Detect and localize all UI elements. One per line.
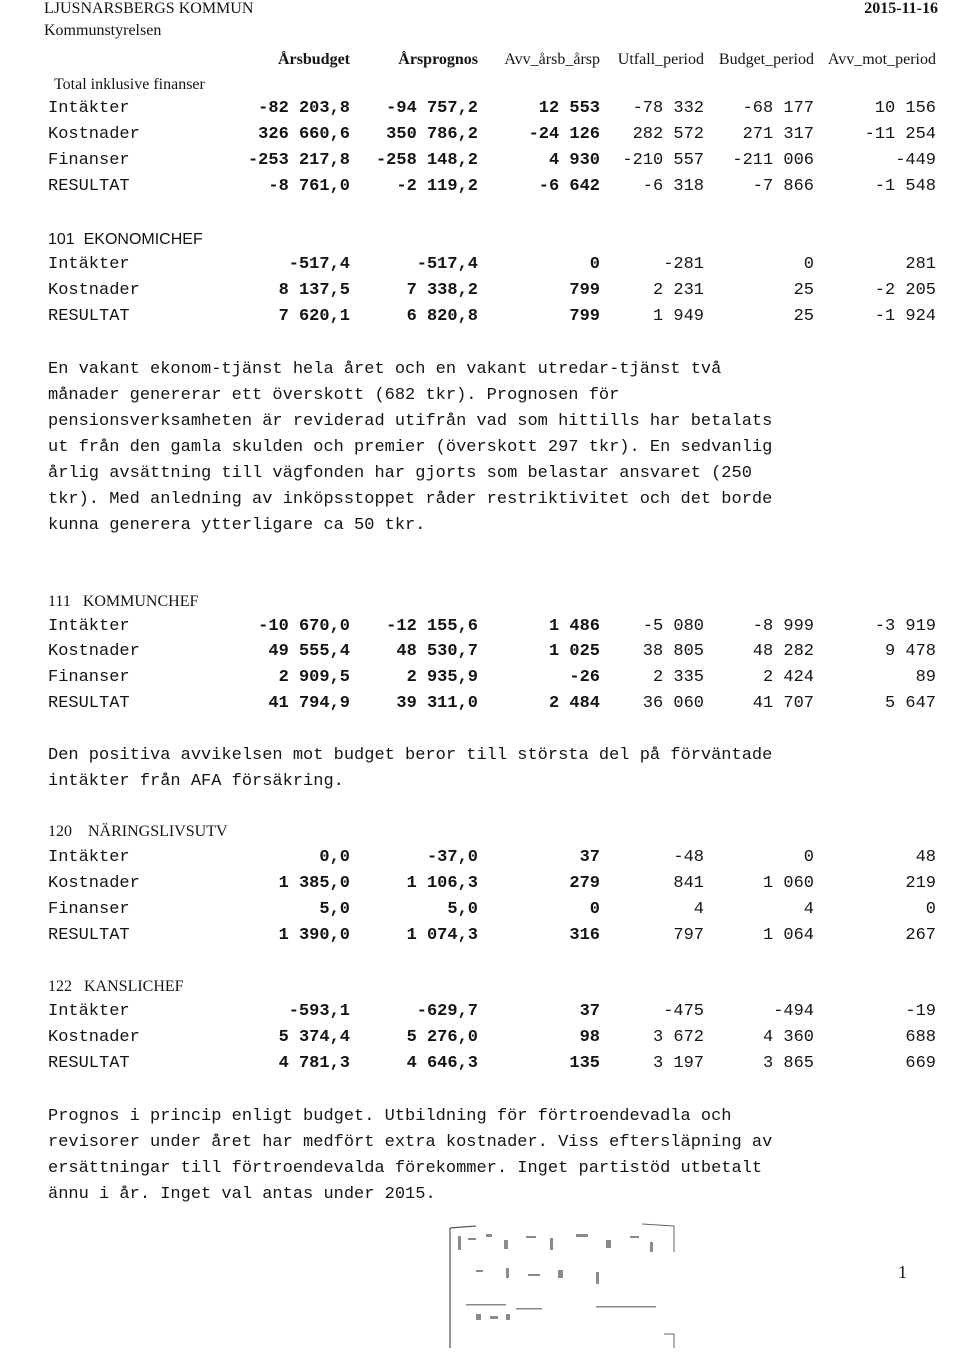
org-name: LJUSNARSBERGS KOMMUN <box>44 0 254 17</box>
cell-avv-arsb-arsp: 12 553 <box>538 99 600 118</box>
table-row <box>0 97 960 121</box>
cell-arsprognos: 1 106,3 <box>406 874 478 893</box>
cell-arsbudget: -593,1 <box>288 1002 350 1021</box>
table-row <box>0 279 960 303</box>
cell-avv-arsb-arsp: 4 930 <box>548 151 600 170</box>
cell-avv-mot-period: 5 647 <box>884 694 936 713</box>
table-row <box>0 1052 960 1076</box>
cell-arsprognos: -517,4 <box>416 255 478 274</box>
cell-arsprognos: -258 148,2 <box>375 151 478 170</box>
section-111-comment: Den positiva avvikelsen mot budget beror till största del på förväntade intäkter från AFA försäkring. <box>48 746 773 791</box>
cell-arsbudget: 1 390,0 <box>278 926 350 945</box>
row-label: Kostnader <box>48 1028 140 1047</box>
table-row <box>0 846 960 870</box>
table-row <box>0 692 960 716</box>
cell-avv-mot-period: 669 <box>905 1054 936 1073</box>
cell-utfall-period: 1 949 <box>652 307 704 326</box>
cell-budget-period: -494 <box>773 1002 814 1021</box>
section-122-comment: Prognos i princip enligt budget. Utbildning för förtroendevadla och revisorer under året har medfört extra kostnader. Viss eftersläpning av ersättningar till förtroendevalda förekommer. Inget partistöd utbetalt ännu i år. Inget val antas under 2015. <box>48 1107 773 1204</box>
row-label: RESULTAT <box>48 694 130 713</box>
row-label: Intäkter <box>48 99 130 118</box>
section-101-comment: En vakant ekonom-tjänst hela året och en vakant utredar-tjänst två månader genererar ett överskott (682 tkr). Prognosen för pensionsverksamheten är reviderad utifrån vad som hittills har betalats ut från den gamla skulden och premier (överskott 297 tkr). En sedvanlig årlig avsättning till vägfonden har gjorts som belastar ansvaret (250 tkr). Med anledning av inköpsstoppet råder restriktivitet och det borde kunna generera ytterligare ca 50 tkr. <box>48 360 773 535</box>
cell-utfall-period: -5 080 <box>642 617 704 636</box>
row-label: Kostnader <box>48 125 140 144</box>
table-row <box>0 666 960 690</box>
row-label: Intäkter <box>48 1002 130 1021</box>
cell-arsbudget: 8 137,5 <box>278 281 350 300</box>
cell-arsbudget: 0,0 <box>319 848 350 867</box>
row-label: RESULTAT <box>48 1054 130 1073</box>
section-title-111 <box>48 592 198 612</box>
cell-arsprognos: -37,0 <box>426 848 478 867</box>
cell-avv-mot-period: -11 254 <box>864 125 936 144</box>
cell-arsbudget: 1 385,0 <box>278 874 350 893</box>
cell-avv-arsb-arsp: 135 <box>569 1054 600 1073</box>
section-name: KANSLICHEF <box>84 978 184 995</box>
cell-budget-period: 1 064 <box>762 926 814 945</box>
cell-avv-mot-period: 219 <box>905 874 936 893</box>
cell-arsprognos: 350 786,2 <box>386 125 478 144</box>
row-label: RESULTAT <box>48 926 130 945</box>
cell-budget-period: -211 006 <box>732 151 814 170</box>
cell-utfall-period: 797 <box>673 926 704 945</box>
cell-utfall-period: 841 <box>673 874 704 893</box>
section-title-101 <box>48 230 203 250</box>
cell-arsbudget: -82 203,8 <box>258 99 350 118</box>
cell-arsbudget: -8 761,0 <box>268 177 350 196</box>
cell-avv-mot-period: 10 156 <box>874 99 936 118</box>
cell-utfall-period: 282 572 <box>632 125 704 144</box>
cell-arsbudget: -253 217,8 <box>247 151 350 170</box>
table-row <box>0 175 960 199</box>
cell-arsprognos: 7 338,2 <box>406 281 478 300</box>
cell-arsprognos: 2 935,9 <box>406 668 478 687</box>
dept-name: Kommunstyrelsen <box>44 22 162 39</box>
cell-budget-period: -68 177 <box>742 99 814 118</box>
cell-budget-period: 2 424 <box>762 668 814 687</box>
cell-utfall-period: 3 672 <box>652 1028 704 1047</box>
cell-avv-arsb-arsp: -24 126 <box>528 125 600 144</box>
section-code: 101 <box>48 231 75 248</box>
cell-arsbudget: 2 909,5 <box>278 668 350 687</box>
row-label: Finanser <box>48 900 130 919</box>
cell-arsprognos: -94 757,2 <box>386 99 478 118</box>
page-number: 1 <box>898 1262 907 1282</box>
cell-utfall-period: 38 805 <box>642 642 704 661</box>
table-row <box>0 640 960 664</box>
cell-arsbudget: 41 794,9 <box>268 694 350 713</box>
cell-avv-arsb-arsp: -6 642 <box>538 177 600 196</box>
cell-budget-period: 25 <box>793 307 814 326</box>
row-label: Kostnader <box>48 874 140 893</box>
cell-arsprognos: 5,0 <box>447 900 478 919</box>
row-label: Intäkter <box>48 848 130 867</box>
cell-arsprognos: 4 646,3 <box>406 1054 478 1073</box>
cell-arsbudget: 5 374,4 <box>278 1028 350 1047</box>
cell-avv-mot-period: -1 924 <box>874 307 936 326</box>
row-label: Finanser <box>48 151 130 170</box>
table-row <box>0 1026 960 1050</box>
col-header-arsbudget: Årsbudget <box>277 51 350 68</box>
cell-avv-mot-period: -3 919 <box>874 617 936 636</box>
cell-avv-mot-period: -1 548 <box>874 177 936 196</box>
cell-budget-period: 3 865 <box>762 1054 814 1073</box>
row-label: Kostnader <box>48 281 140 300</box>
cell-avv-mot-period: 9 478 <box>884 642 936 661</box>
table-row <box>0 253 960 277</box>
table-row <box>0 615 960 639</box>
cell-arsprognos: 48 530,7 <box>396 642 478 661</box>
cell-avv-arsb-arsp: 2 484 <box>548 694 600 713</box>
cell-utfall-period: 36 060 <box>642 694 704 713</box>
cell-budget-period: 4 360 <box>762 1028 814 1047</box>
cell-arsprognos: 5 276,0 <box>406 1028 478 1047</box>
cell-utfall-period: -210 557 <box>622 151 704 170</box>
cell-avv-arsb-arsp: 37 <box>579 1002 600 1021</box>
cell-avv-mot-period: -2 205 <box>874 281 936 300</box>
cell-arsbudget: -517,4 <box>288 255 350 274</box>
cell-avv-arsb-arsp: 799 <box>569 281 600 300</box>
table-row <box>0 1000 960 1024</box>
cell-avv-mot-period: 688 <box>905 1028 936 1047</box>
cell-avv-arsb-arsp: 1 486 <box>548 617 600 636</box>
col-header-avv-arsb-arsp: Avv_årsb_årsp <box>504 51 600 68</box>
cell-avv-arsb-arsp: 279 <box>569 874 600 893</box>
cell-avv-arsb-arsp: 316 <box>569 926 600 945</box>
cell-avv-arsb-arsp: -26 <box>569 668 600 687</box>
cell-utfall-period: -475 <box>663 1002 704 1021</box>
cell-avv-arsb-arsp: 0 <box>589 900 600 919</box>
cell-utfall-period: -48 <box>673 848 704 867</box>
cell-budget-period: -8 999 <box>752 617 814 636</box>
table-row <box>0 123 960 147</box>
cell-arsprognos: 1 074,3 <box>406 926 478 945</box>
section-name: KOMMUNCHEF <box>82 593 199 610</box>
cell-avv-arsb-arsp: 98 <box>579 1028 600 1047</box>
section-name: EKONOMICHEF <box>83 231 203 248</box>
table-row <box>0 898 960 922</box>
col-header-avv-mot-period: Avv_mot_period <box>827 51 936 68</box>
report-date: 2015-11-16 <box>864 0 938 17</box>
cell-budget-period: 41 707 <box>752 694 814 713</box>
cell-utfall-period: 3 197 <box>652 1054 704 1073</box>
table-row <box>0 872 960 896</box>
cell-avv-mot-period: 48 <box>915 848 936 867</box>
table-row <box>0 924 960 948</box>
col-header-utfall-period: Utfall_period <box>617 51 704 68</box>
row-label: RESULTAT <box>48 177 130 196</box>
cell-avv-mot-period: 0 <box>925 900 936 919</box>
row-label: Intäkter <box>48 255 130 274</box>
col-header-arsprognos: Årsprognos <box>398 51 478 68</box>
cell-arsprognos: 6 820,8 <box>406 307 478 326</box>
signature-stamp <box>446 1222 676 1350</box>
cell-utfall-period: 2 231 <box>652 281 704 300</box>
cell-arsprognos: -629,7 <box>416 1002 478 1021</box>
cell-utfall-period: -6 318 <box>642 177 704 196</box>
cell-budget-period: 0 <box>803 848 814 867</box>
cell-avv-mot-period: 89 <box>915 668 936 687</box>
cell-avv-arsb-arsp: 1 025 <box>548 642 600 661</box>
row-label: Finanser <box>48 668 130 687</box>
cell-arsprognos: 39 311,0 <box>396 694 478 713</box>
cell-budget-period: 271 317 <box>742 125 814 144</box>
section-code: 111 <box>48 593 71 610</box>
cell-arsbudget: 7 620,1 <box>278 307 350 326</box>
cell-avv-mot-period: -449 <box>895 151 936 170</box>
row-label: Kostnader <box>48 642 140 661</box>
section-name: NÄRINGSLIVSUTV <box>88 823 228 840</box>
total-section-title: Total inklusive finanser <box>54 76 205 93</box>
cell-arsbudget: 5,0 <box>319 900 350 919</box>
section-title-120 <box>48 822 228 842</box>
cell-avv-mot-period: -19 <box>905 1002 936 1021</box>
cell-budget-period: 48 282 <box>752 642 814 661</box>
row-label: Intäkter <box>48 617 130 636</box>
cell-budget-period: 0 <box>803 255 814 274</box>
cell-arsprognos: -12 155,6 <box>386 617 478 636</box>
table-row <box>0 149 960 173</box>
cell-avv-arsb-arsp: 37 <box>579 848 600 867</box>
cell-arsbudget: -10 670,0 <box>258 617 350 636</box>
section-title-122 <box>48 977 184 997</box>
cell-avv-mot-period: 267 <box>905 926 936 945</box>
cell-utfall-period: -281 <box>663 255 704 274</box>
cell-utfall-period: -78 332 <box>632 99 704 118</box>
cell-budget-period: 25 <box>793 281 814 300</box>
row-label: RESULTAT <box>48 307 130 326</box>
section-code: 120 <box>48 823 72 840</box>
cell-utfall-period: 4 <box>693 900 704 919</box>
table-row <box>0 305 960 329</box>
cell-avv-arsb-arsp: 799 <box>569 307 600 326</box>
cell-avv-mot-period: 281 <box>905 255 936 274</box>
cell-budget-period: 1 060 <box>762 874 814 893</box>
col-header-budget-period: Budget_period <box>718 51 814 68</box>
cell-arsbudget: 326 660,6 <box>258 125 350 144</box>
cell-budget-period: 4 <box>803 900 814 919</box>
cell-budget-period: -7 866 <box>752 177 814 196</box>
cell-arsbudget: 4 781,3 <box>278 1054 350 1073</box>
cell-arsprognos: -2 119,2 <box>396 177 478 196</box>
cell-utfall-period: 2 335 <box>652 668 704 687</box>
cell-arsbudget: 49 555,4 <box>268 642 350 661</box>
cell-avv-arsb-arsp: 0 <box>589 255 600 274</box>
section-code: 122 <box>48 978 72 995</box>
